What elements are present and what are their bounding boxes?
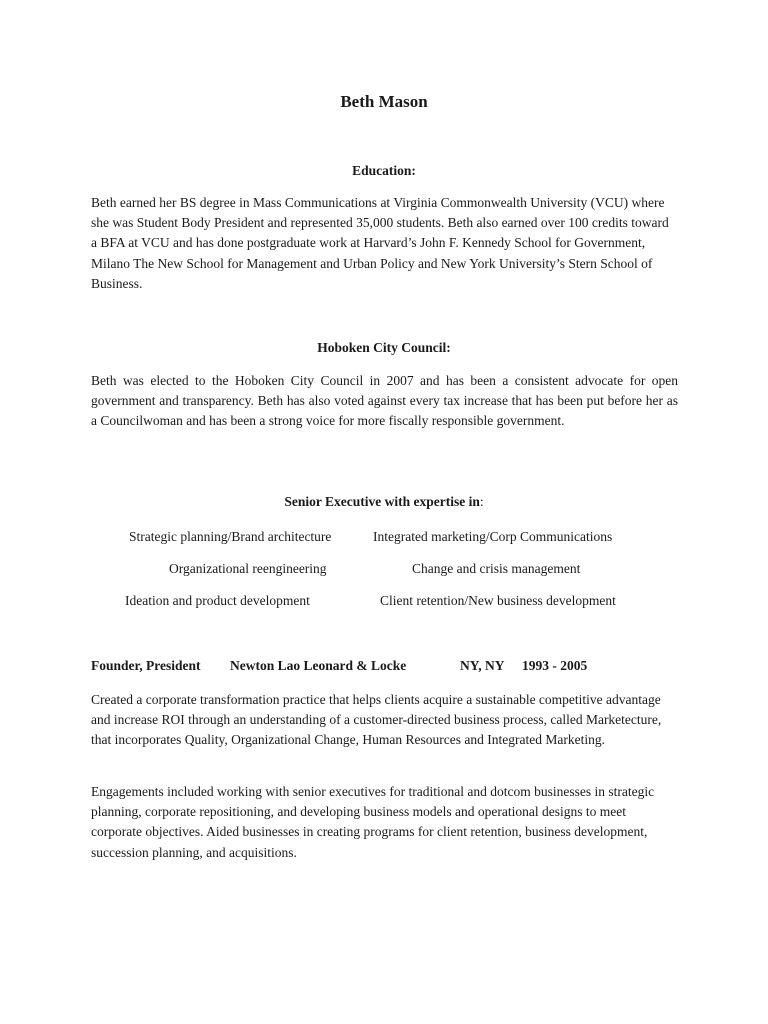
education-heading: Education: [352,163,416,178]
job-location: NY, NY [460,658,505,673]
skill-item: Strategic planning/Brand architecture [129,529,332,544]
skill-item: Organizational reengineering [169,561,327,576]
skill-item: Client retention/New business development [380,593,616,608]
job-company: Newton Lao Leonard & Locke [230,658,407,673]
council-heading: Hoboken City Council: [317,340,451,355]
expertise-heading-colon: : [479,494,484,509]
skill-item: Integrated marketing/Corp Communications [373,529,613,544]
job-description-paragraph: Created a corporate transformation practice that helps clients acquire a sustainable competitive advantage and increase ROI through an understanding of a customer-directed business process, called Marketecture, that incorporates Quality, Organizational Change, Human Resources and Integrated Marketing. [91,692,662,748]
expertise-heading-label: Senior Executive with expertise in [284,494,480,509]
job-role: Founder, President [91,658,201,673]
job-years: 1993 - 2005 [522,658,588,673]
expertise-heading [0,494,768,510]
education-paragraph: Beth earned her BS degree in Mass Communications at Virginia Commonwealth University (VCU) where she was Student Body President and represented 35,000 students. Beth also earned over 100 credits toward a BFA at VCU and has done postgraduate work at Harvard’s John F. Kennedy School for Government, Milano The New School for Management and Urban Policy and New York University’s Stern School of Business. [91,195,669,291]
council-paragraph: Beth was elected to the Hoboken City Council in 2007 and has been a consistent advocate for open government and transparency. Beth has also voted against every tax increase that has been put before her as a Councilwoman and has been a strong voice for more fiscally responsible government. [91,373,678,429]
skill-item: Ideation and product development [125,593,310,608]
job-engagements-paragraph: Engagements included working with senior executives for traditional and dotcom businesses in strategic planning, corporate repositioning, and developing business models and operational designs to meet corporate objectives. Aided businesses in creating programs for client retention, business development, succession planning, and acquisitions. [91,784,655,860]
document-title: Beth Mason [340,92,428,111]
skill-item: Change and crisis management [412,561,581,576]
